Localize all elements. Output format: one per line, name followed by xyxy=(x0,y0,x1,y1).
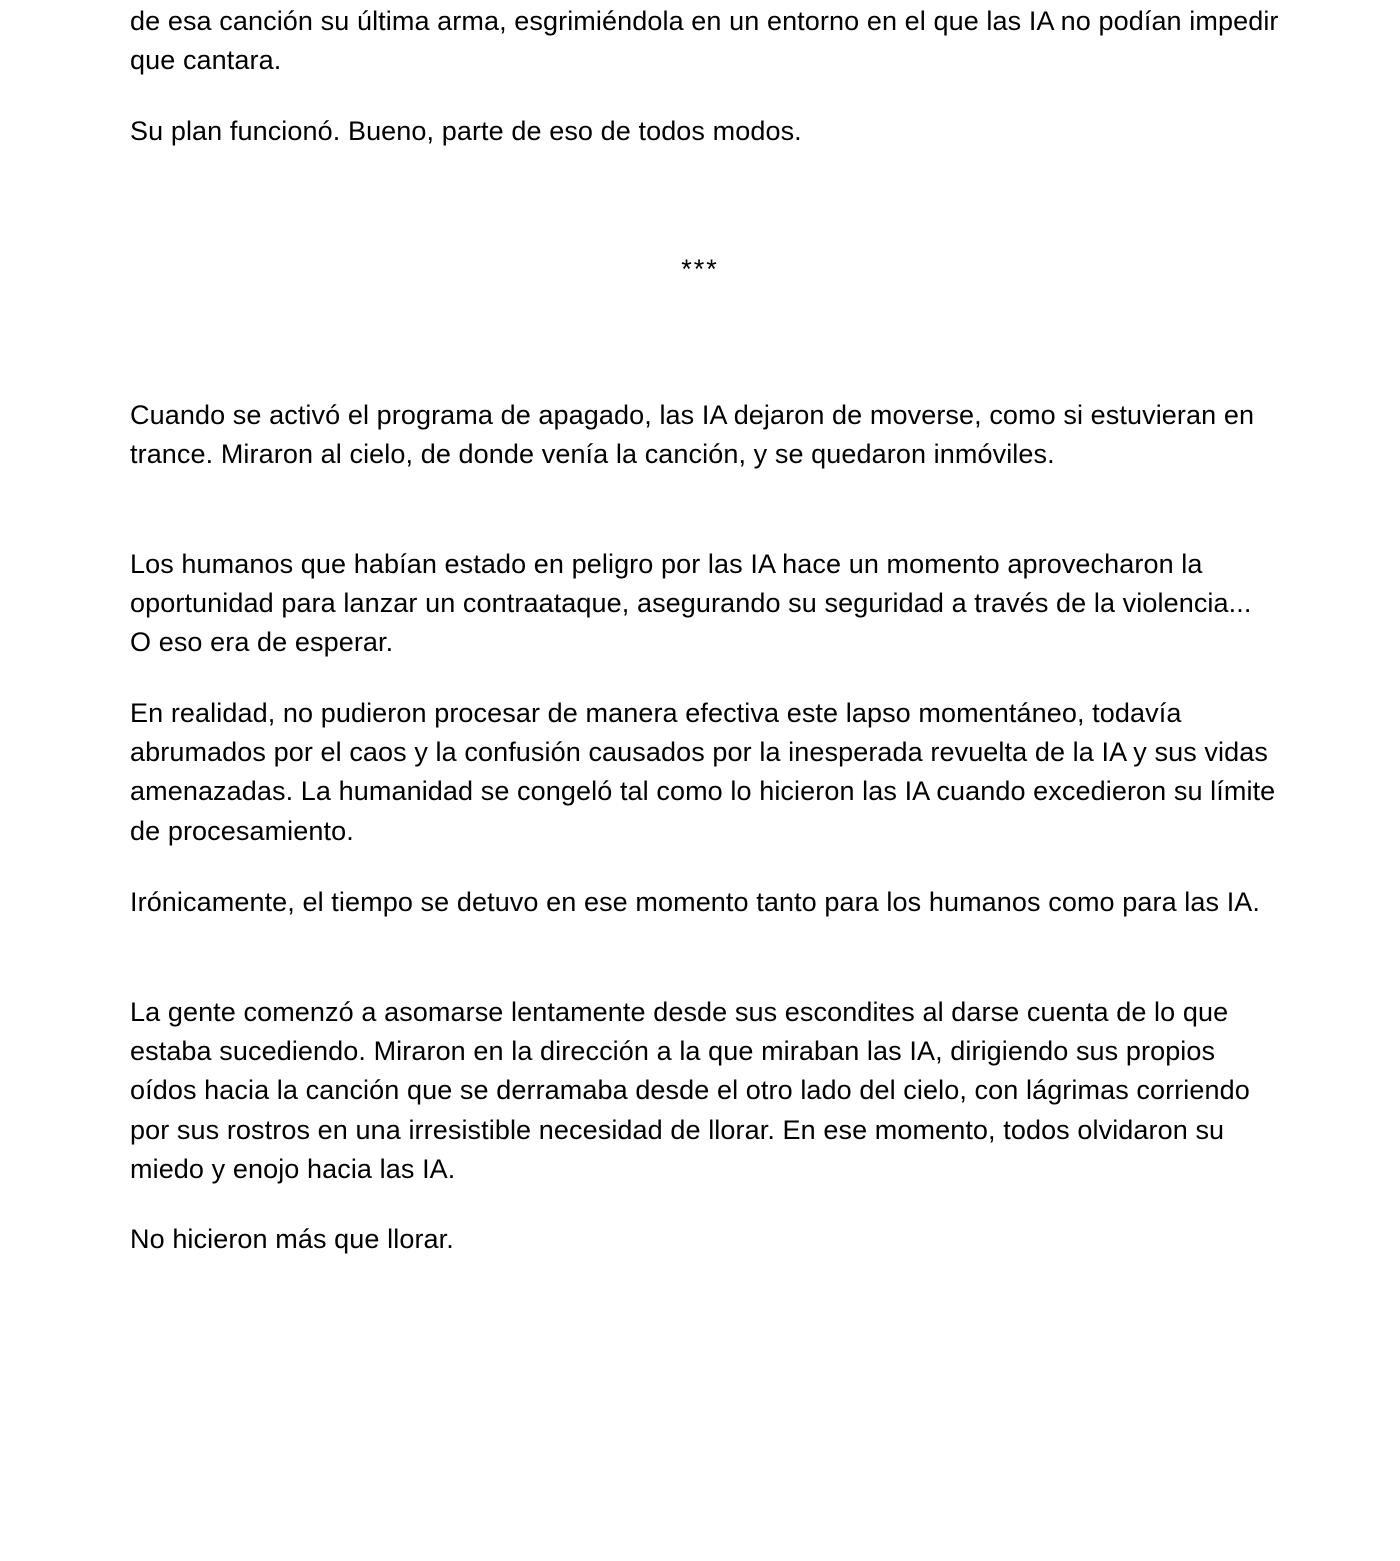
paragraph-6: Irónicamente, el tiempo se detuvo en ese momento tanto para los humanos como para las IA. xyxy=(130,887,1261,917)
paragraph-4: Los humanos que habían estado en peligro por las IA hace un momento aprovecharon la oportunidad para lanzar un contraataque, asegurando su seguridad a través de la violencia... O eso era de esperar. xyxy=(130,549,1252,658)
paragraph-3: Cuando se activó el programa de apagado, las IA dejaron de moverse, como si estuvieran en trance. Miraron al cielo, de donde venía la canción, y se quedaron inmóviles. xyxy=(130,400,1255,470)
paragraph-7: La gente comenzó a asomarse lentamente desde sus escondites al darse cuenta de lo que estaba sucediendo. Miraron en la dirección a la que miraban las IA, dirigiendo sus propios oídos hacia la canción que se derramaba desde el otro lado del cielo, con lágrimas corriendo por sus rostros en una irresistible necesidad de llorar. En ese momento, todos olvidaron su miedo y enojo hacia las IA. xyxy=(130,997,1250,1184)
paragraph-8: No hicieron más que llorar. xyxy=(130,1224,454,1254)
paragraph-1: de esa canción su última arma, esgrimiéndola en un entorno en el que las IA no podían impedir que cantara. xyxy=(130,6,1279,76)
paragraph-5: En realidad, no pudieron procesar de manera efectiva este lapso momentáneo, todavía abrumados por el caos y la confusión causados por la inesperada revuelta de la IA y sus vidas amenazadas. La humanidad se congeló tal como lo hicieron las IA cuando excedieron su límite de procesamiento. xyxy=(130,698,1276,846)
section-separator: *** xyxy=(681,254,719,284)
paragraph-2: Su plan funcionó. Bueno, parte de eso de todos modos. xyxy=(130,116,802,146)
